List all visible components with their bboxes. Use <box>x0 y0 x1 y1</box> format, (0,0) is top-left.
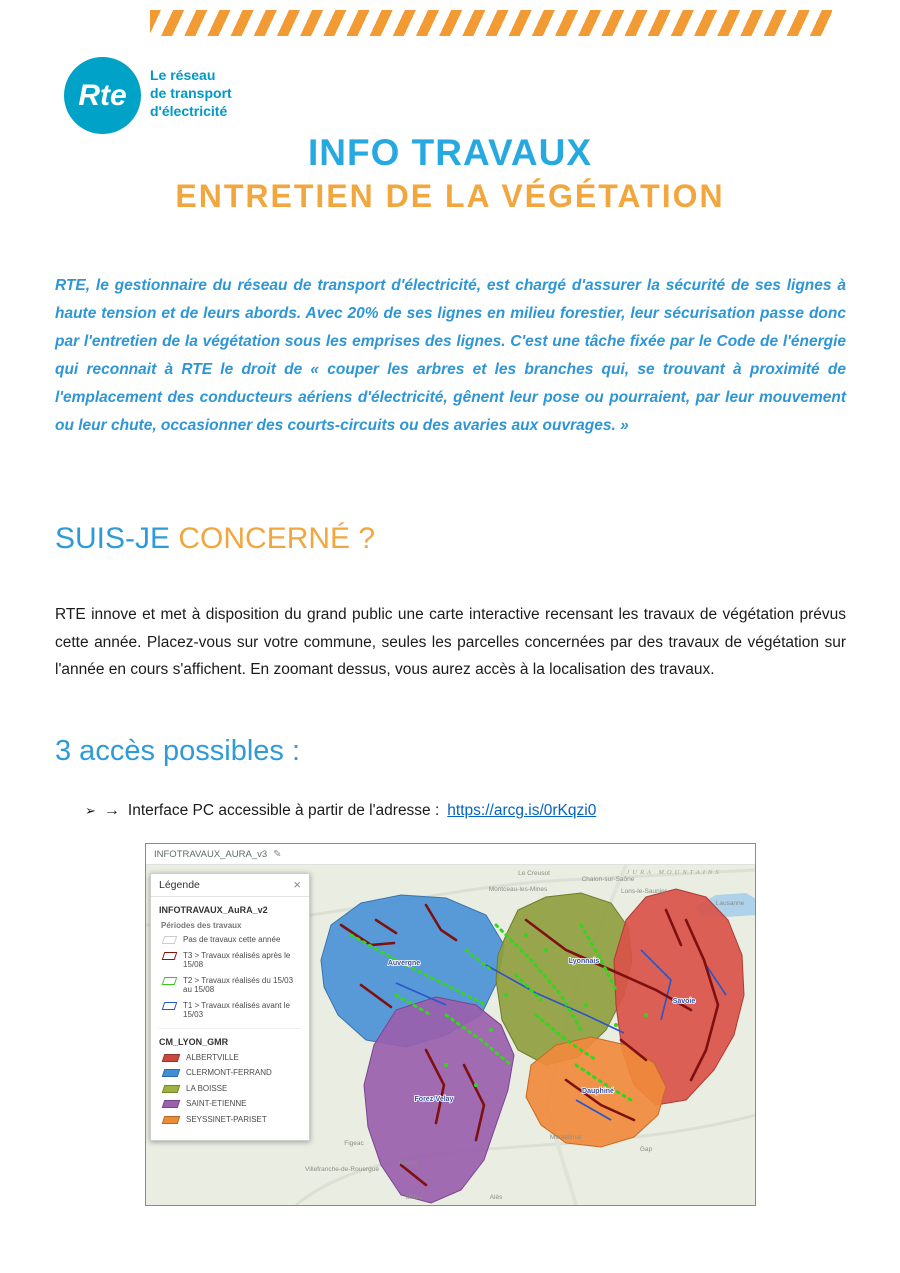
place-label: Montceau-les-Mines <box>488 886 548 893</box>
legend-item-label: T3 > Travaux réalisés après le 15/08 <box>183 950 291 969</box>
legend-item-label: Pas de travaux cette année <box>183 935 281 944</box>
legend-title: Légende <box>159 879 200 891</box>
place-label: Le Creusot <box>518 870 550 877</box>
region-label-auvergne: Auvergne <box>387 960 421 967</box>
map-app-title: INFOTRAVAUX_AURA_v3 <box>154 848 268 860</box>
legend-swatch-t3-icon <box>162 952 178 960</box>
legend-item-label: T2 > Travaux réalisés du 15/03 au 15/08 <box>183 975 294 994</box>
legend-item-label: T1 > Travaux réalisés avant le 15/03 <box>183 1000 290 1019</box>
legend-item-label: LA BOISSE <box>186 1083 228 1093</box>
map-app-titlebar <box>146 844 755 865</box>
place-label: Alès <box>489 1194 503 1201</box>
map-canvas <box>146 865 755 1205</box>
region-label-lyonnais: Lyonnais <box>568 958 600 965</box>
region-label-dauphine: Dauphiné <box>582 1088 614 1095</box>
heading-part-blue: SUIS-JE <box>55 522 179 555</box>
section-heading-acces: 3 accès possibles : <box>55 735 301 767</box>
legend-swatch-t1-icon <box>162 1002 178 1010</box>
doc-title-line2: ENTRETIEN DE LA VÉGÉTATION <box>175 178 725 214</box>
legend-header <box>151 874 309 897</box>
place-label: Chalon-sur-Saône <box>581 876 635 883</box>
legend-group-gmr-block <box>159 1028 301 1125</box>
tagline-line: de transport <box>150 85 232 101</box>
legend-item <box>163 1115 301 1125</box>
doc-title-line1: INFO TRAVAUX <box>307 132 592 173</box>
legend-item-label: ALBERTVILLE <box>186 1052 239 1062</box>
bullet-text: Interface PC accessible à partir de l'adresse : <box>127 802 440 819</box>
place-label: Rodez <box>398 1160 418 1167</box>
legend-body <box>151 897 309 1140</box>
legend-item <box>163 1001 301 1020</box>
legend-swatch-laboisse-icon <box>162 1085 181 1093</box>
place-label: Lausanne <box>715 900 745 907</box>
edit-pencil-icon: ✎ <box>273 848 282 860</box>
place-label: Villefranche-de-Rouergue <box>305 1166 379 1173</box>
map-link[interactable]: https://arcg.is/0rKqzi0 <box>447 802 597 819</box>
section-heading-concerne <box>55 522 375 556</box>
legend-swatch-none-icon <box>162 936 178 944</box>
place-label: Gap <box>639 1146 653 1153</box>
legend-group-gmr: CM_LYON_GMR <box>159 1036 229 1047</box>
body-paragraph: RTE innove et met à disposition du grand public une carte interactive recensant les travaux de végétation prévus cette année. Placez-vous sur votre commune, seules les parcelles concernées par des travaux de végétation sur l'année en cours s'affichent. En zoomant dessus, vous aurez accès à la localisation des travaux. <box>55 606 846 678</box>
legend-swatch-saintetienne-icon <box>162 1100 181 1108</box>
legend-swatch-clermont-icon <box>162 1069 181 1077</box>
legend-item-label: SAINT-ETIENNE <box>186 1099 247 1108</box>
legend-swatch-t2-icon <box>162 977 178 985</box>
close-icon: × <box>293 877 301 892</box>
region-label-forez-velay: Forez-Velay <box>414 1096 454 1103</box>
bullet-chevron-icon: ➢ <box>85 803 96 818</box>
legend-item <box>163 935 301 945</box>
legend-swatch-seyssinet-icon <box>162 1116 181 1124</box>
legend-item <box>163 1053 301 1063</box>
place-label: Montélimar <box>549 1134 583 1141</box>
region-label-savoie: Savoie <box>672 998 696 1005</box>
bullet-item <box>85 802 596 820</box>
legend-item <box>163 951 301 970</box>
legend-item <box>163 976 301 995</box>
legend-swatch-albertville-icon <box>162 1054 181 1062</box>
place-label: Lons-le-Saunier <box>621 888 667 895</box>
right-arrow-icon: → <box>103 802 120 819</box>
rte-logo-tagline <box>150 66 232 120</box>
tagline-line: d'électricité <box>150 103 228 119</box>
legend-group-periods: Périodes des travaux <box>161 921 242 930</box>
legend-item <box>163 1099 301 1109</box>
legend-item-label: SEYSSINET-PARISET <box>186 1114 267 1124</box>
legend-item <box>163 1068 301 1078</box>
legend-item-label: CLERMONT-FERRAND <box>186 1068 272 1077</box>
map-screenshot <box>145 843 756 1206</box>
rte-logo-mark <box>64 57 141 134</box>
legend-panel <box>150 873 310 1141</box>
heading-part-orange: CONCERNÉ ? <box>178 522 376 555</box>
intro-paragraph: RTE, le gestionnaire du réseau de transport d'électricité, est chargé d'assurer la sécurité de ses lignes à haute tension et de leurs abords. Avec 20% de ses lignes en milieu forestier, leur sécurisation passe donc par l'entretien de la végétation sous les emprises des lignes. C'est une tâche fixée par le Code de l'énergie qui reconnait à RTE le droit de « couper les arbres et les branches qui, se trouvant à proximité de l'emplacement des conducteurs aériens d'électricité, gênent leur pose ou pourraient, par leur mouvement ou leur chute, occasionner des courts-circuits ou des avaries aux ouvrages. » <box>55 277 846 434</box>
legend-layer-title: INFOTRAVAUX_AuRA_v2 <box>159 905 268 915</box>
hazard-stripes-decoration <box>150 10 832 36</box>
legend-item <box>163 1084 301 1094</box>
place-label: Figeac <box>344 1140 364 1147</box>
terrain-label: JURA MOUNTAINS <box>626 869 722 876</box>
rte-logo-text: Rte <box>78 78 127 112</box>
place-label: Millau <box>405 1194 423 1201</box>
tagline-line: Le réseau <box>150 67 216 83</box>
